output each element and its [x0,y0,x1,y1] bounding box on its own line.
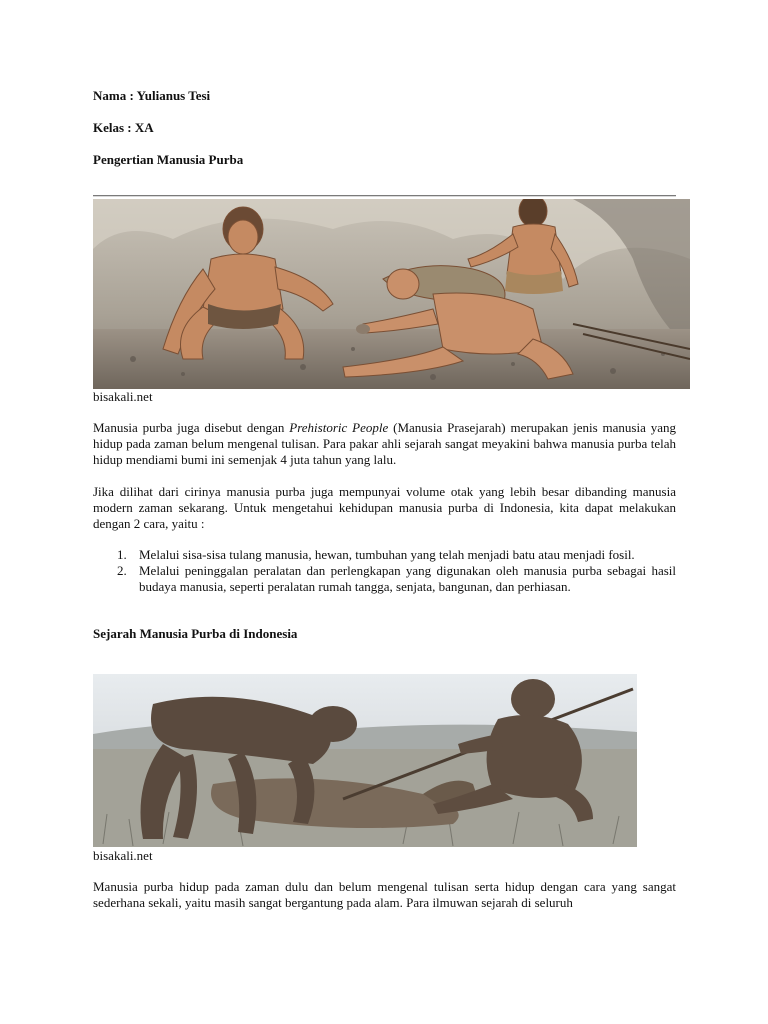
paragraph-2: Jika dilihat dari cirinya manusia purba juga mempunyai volume otak yang lebih besar dibanding manusia modern zaman sekarang. Untuk mengetahui kehidupan manusia purba di Indonesia, kita dapat melakukan dengan 2 cara, yaitu : [93,484,676,531]
paragraph-1-before: Manusia purba juga disebut dengan [93,420,290,435]
paragraph-1-italic: Prehistoric People [289,420,389,435]
list-item [93,547,676,563]
paragraph-1 [93,420,676,468]
student-name: Nama : Yulianus Tesi [93,88,211,103]
section-heading-2: Sejarah Manusia Purba di Indonesia [93,626,298,641]
hunting-scene-illustration-icon [93,674,637,847]
figure1-caption: bisakali.net [93,389,153,404]
section-title: Pengertian Manusia Purba [93,152,244,167]
method-list [93,547,676,595]
horizontal-divider [93,195,676,197]
paragraph-1-after: (Manusia Prasejarah) merupakan jenis manusia yang hidup pada zaman belum mengenal tulisan. Para pakar ahli sejarah sangat meyakini bahwa manusia purba telah hidup mendiami bumi ini semenjak 4 juta tahun yang lalu. [93,420,677,467]
list-text: Melalui sisa-sisa tulang manusia, hewan, tumbuhan yang telah menjadi batu atau menjadi fosil. [139,547,635,562]
cave-people-illustration-icon [93,199,690,389]
list-text: Melalui peninggalan peralatan dan perlengkapan yang digunakan oleh manusia purba sebagai hasil budaya manusia, seperti peralatan rumah tangga, senjata, bangunan, dan perhiasan. [139,563,676,594]
list-item [93,563,676,595]
list-number: 2. [117,563,127,578]
student-class: Kelas : XA [93,120,154,135]
figure2-caption: bisakali.net [93,848,153,863]
list-number: 1. [117,547,127,562]
paragraph-3: Manusia purba hidup pada zaman dulu dan belum mengenal tulisan serta hidup dengan cara yang sangat sederhana sekali, yaitu masih sangat bergantung pada alam. Para ilmuwan sejarah di seluruh [93,879,676,910]
